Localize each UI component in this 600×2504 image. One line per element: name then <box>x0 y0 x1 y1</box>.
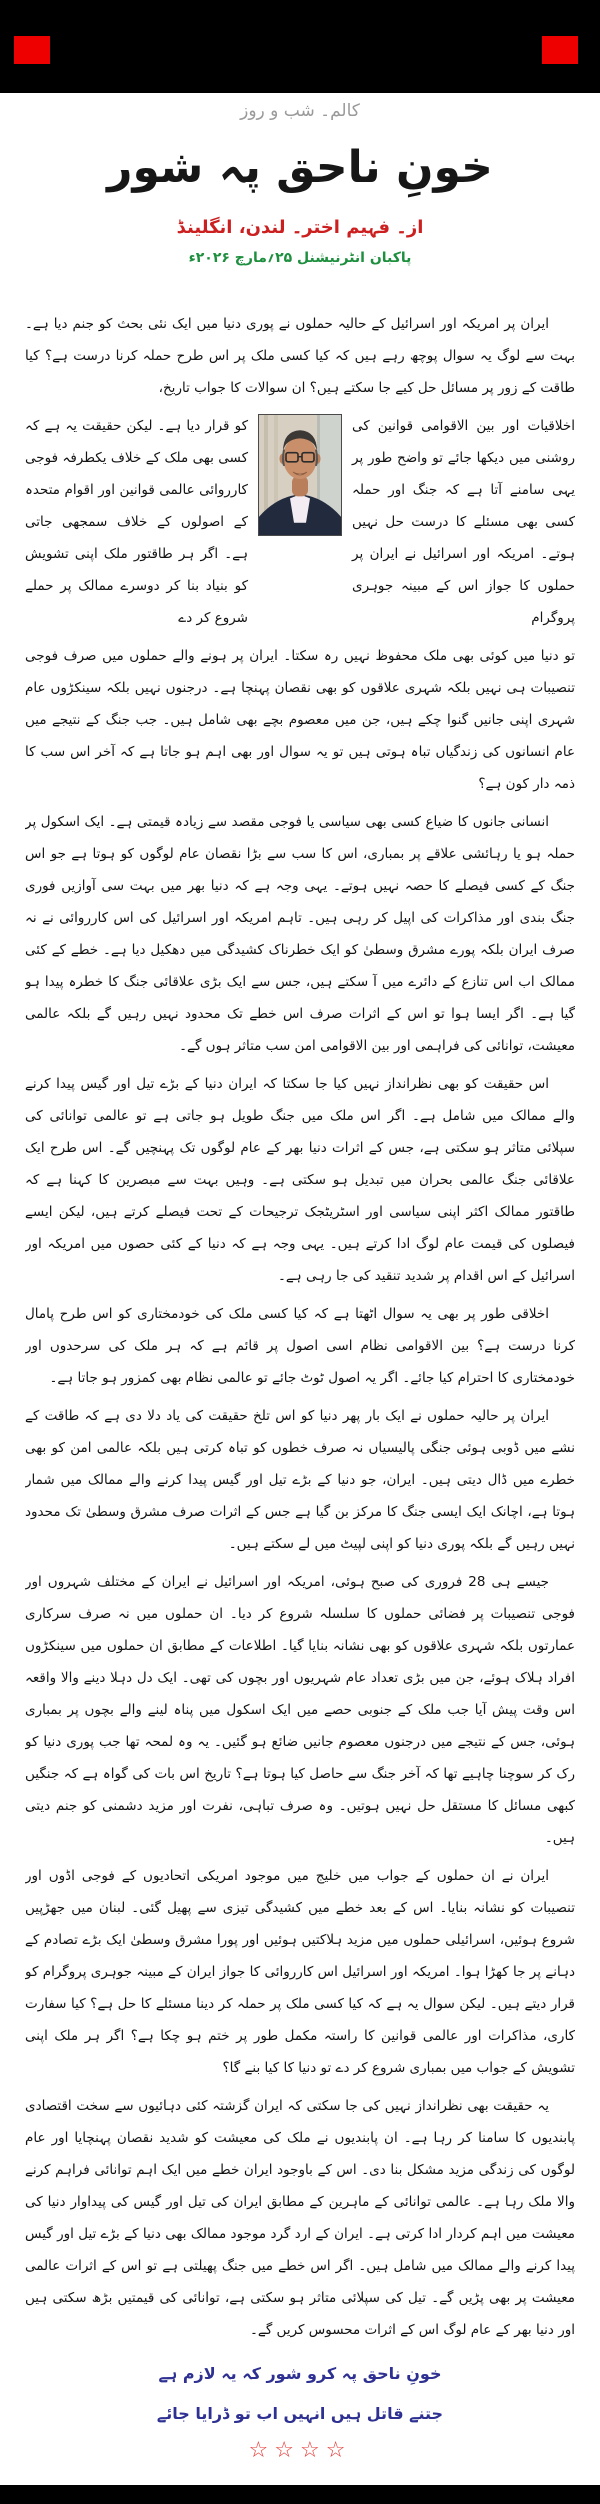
photo-wrap-band <box>25 410 575 634</box>
article-paragraph: تو دنیا میں کوئی بھی ملک محفوظ نہیں رہ سکتا۔ ایران پر ہونے والے حملوں میں صرف فوجی تنصیبات ہی نہیں بلکہ شہری علاقوں کو بھی نقصان پہنچا ہے۔ درجنوں نہیں بلکہ سینکڑوں عام شہری اپنی جانیں گنوا چکے ہیں، جن میں معصوم بچے بھی شامل ہیں۔ جب جنگ کے نتیجے میں عام انسانوں کی زندگیاں تباہ ہوتی ہیں تو یہ سوال اور بھی اہم ہو جاتا ہے کہ آخر اس سب کا ذمہ دار کون ہے؟ <box>25 648 575 792</box>
author-photo <box>258 414 342 536</box>
article-paragraph: اس حقیقت کو بھی نظرانداز نہیں کیا جا سکتا کہ ایران دنیا کے بڑے تیل اور گیس پیدا کرنے والے ممالک میں شامل ہے۔ اگر اس ملک میں جنگ طویل ہو جاتی ہے تو عالمی توانائی کی سپلائی متاثر ہو سکتی ہے، جس کے اثرات دنیا بھر کے عام لوگوں تک پہنچیں گے۔ اس طرح ایک علاقائی جنگ عالمی بحران میں تبدیل ہو سکتی ہے۔ وہیں بہت سے مبصرین کا کہنا ہے کہ طاقتور ممالک اکثر اپنی سیاسی اور اسٹریٹجک ترجیحات کے تحت فیصلے کرتے ہیں، لیکن ایسے فیصلوں کی قیمت عام لوگ ادا کرتے ہیں۔ یہی وجہ ہے کہ دنیا کے کئی حصوں میں امریکہ اور اسرائیل کے اس اقدام پر شدید تنقید کی جا رہی ہے۔ <box>25 1076 575 1284</box>
publication-dateline: پاکبان انٹرنیشنل ۲۵؍مارچ ۲۰۲۶ء <box>188 250 412 266</box>
article-paragraph: ایران نے ان حملوں کے جواب میں خلیج میں موجود امریکی اتحادیوں کے فوجی اڈوں اور تنصیبات کو نشانہ بنایا۔ اس کے بعد خطے میں کشیدگی تیزی سے پھیل گئی۔ لبنان میں جھڑپیں شروع ہوئیں، اسرائیلی حملوں میں مزید ہلاکتیں ہوئیں اور پورا مشرق وسطیٰ ایک بڑے تصادم کے دہانے پر جا کھڑا ہوا۔ امریکہ اور اسرائیل اس کارروائی کا جواز ایران کے مبینہ جوہری پروگرام کو قرار دیتے ہیں۔ لیکن سوال یہ ہے کہ کیا کسی ملک پر حملہ کر دینا مسئلے کا حل ہے؟ کیا سفارت کاری، مذاکرات اور عالمی قوانین کا راستہ مکمل طور پر ختم ہو چکا ہے؟ اگر ہر ملک اپنی تشویش کے جواب میں بمباری شروع کر دے تو دنیا کا کیا بنے گا؟ <box>25 1868 575 2076</box>
footer-bottom-bar <box>0 2485 600 2504</box>
article-headline: خونِ ناحق پہ شور <box>107 142 493 193</box>
author-portrait-illustration <box>259 415 341 535</box>
couplet-line-1: خونِ ناحق پہ کرو شور کہ یہ لازم ہے <box>158 2364 442 2383</box>
column-kicker: کالم۔ شب و روز <box>240 101 360 121</box>
article-paragraph: انسانی جانوں کا ضیاع کسی بھی سیاسی یا فوجی مقصد سے زیادہ قیمتی ہے۔ ایک اسکول پر حملہ ہو یا رہائشی علاقے پر بمباری، اس کا سب سے بڑا نقصان عام لوگوں کو ہوتا ہے جو اس جنگ کے کسی فیصلے کا حصہ نہیں ہوتے۔ یہی وجہ ہے کہ دنیا بھر میں بہت سی آوازیں فوری جنگ بندی اور مذاکرات کی اپیل کر رہی ہیں۔ تاہم امریکہ اور اسرائیل کی اس کارروائی نے نہ صرف ایران بلکہ پورے مشرق وسطیٰ کو ایک خطرناک کشیدگی میں دھکیل دیا ہے۔ خطے کے کئی ممالک اب اس تنازع کے دائرے میں آ سکتے ہیں، جس سے ایک بڑی علاقائی جنگ کا خطرہ پیدا ہو گیا ہے۔ اگر ایسا ہوا تو اس کے اثرات صرف اس خطے تک محدود نہیں رہیں گے بلکہ عالمی معیشت، توانائی کی فراہمی اور بین الاقوامی امن سب متاثر ہوں گے۔ <box>25 814 575 1054</box>
couplet-line-2: جتنے قاتل ہیں انہیں اب تو ڈرایا جائے <box>156 2404 444 2423</box>
article-paragraph: جیسے ہی 28 فروری کی صبح ہوئی، امریکہ اور اسرائیل نے ایران کے مختلف شہروں اور فوجی تنصیبات پر فضائی حملوں کا سلسلہ شروع کر دیا۔ ان حملوں میں نہ صرف سرکاری عمارتوں بلکہ شہری علاقوں کو بھی نشانہ بنایا گیا۔ اطلاعات کے مطابق ان حملوں میں سینکڑوں افراد ہلاک ہوئے، جن میں بڑی تعداد عام شہریوں اور بچوں کی تھی۔ ایک دل دہلا دینے والا واقعہ اس وقت پیش آیا جب ملک کے جنوبی حصے میں ایک اسکول میں پناہ لینے والے بچوں پر بمباری ہوئی، جس کے نتیجے میں درجنوں معصوم جانیں ضائع ہو گئیں۔ یہ وہ لمحہ تھا جب پوری دنیا کو رک کر سوچنا چاہیے تھا کہ آخر جنگ سے حاصل کیا ہوتا ہے؟ تاریخ اس بات کی گواہ ہے کہ جنگیں کبھی مسائل کا مستقل حل نہیں ہوتیں۔ وہ صرف تباہی، نفرت اور مزید دشمنی کو جنم دیتی ہیں۔ <box>25 1574 575 1846</box>
wrap-text-right: اخلاقیات اور بین الاقوامی قوانین کی روشنی میں دیکھا جائے تو واضح طور پر یہی سامنے آتا ہے کہ جنگ اور حملہ کسی بھی مسئلے کا درست حل نہیں ہوتے۔ امریکہ اور اسرائیل نے ایران پر حملوں کا جواز اس کے مبینہ جوہری پروگرام <box>352 418 575 626</box>
article-paragraph: ایران پر امریکہ اور اسرائیل کے حالیہ حملوں نے پوری دنیا میں ایک نئی بحث کو جنم دیا ہے۔ بہت سے لوگ یہ سوال پوچھ رہے ہیں کہ کیا کسی ملک پر اس طرح حملہ کرنا درست ہے؟ کیا طاقت کے زور پر مسائل حل کیے جا سکتے ہیں؟ ان سوالات کا جواب تاریخ، <box>25 316 575 396</box>
article-paragraph: ایران پر حالیہ حملوں نے ایک بار پھر دنیا کو اس تلخ حقیقت کی یاد دلا دی ہے کہ طاقت کے نشے میں ڈوبی ہوئی جنگی پالیسیاں نہ صرف خطوں کو تباہ کرتی ہیں بلکہ عالمی امن کو بھی خطرے میں ڈال دیتی ہیں۔ ایران، جو دنیا کے بڑے تیل اور گیس پیدا کرنے والے ممالک میں شمار ہوتا ہے، اچانک ایک ایسی جنگ کا مرکز بن گیا ہے جس کے اثرات صرف مشرق وسطیٰ تک محدود نہیں رہیں گے بلکہ پوری دنیا کو اپنی لپیٹ میں لے سکتے ہیں۔ <box>25 1408 575 1552</box>
article-paragraph: اخلاقی طور پر بھی یہ سوال اٹھتا ہے کہ کیا کسی ملک کی خودمختاری کو اس طرح پامال کرنا درست ہے؟ بین الاقوامی نظام اسی اصول پر قائم ہے کہ ہر ملک کی سرحدوں اور خودمختاری کا احترام کیا جائے۔ اگر یہ اصول ٹوٹ جائے تو عالمی نظام بھی کمزور ہو جاتا ہے۔ <box>25 1306 575 1386</box>
article-body <box>25 308 575 2350</box>
masthead-red-square-right <box>542 36 578 64</box>
author-byline: از۔ فہیم اختر۔ لندن، انگلینڈ <box>176 217 424 238</box>
closing-couplet <box>0 2354 600 2434</box>
article-paragraph: یہ حقیقت بھی نظرانداز نہیں کی جا سکتی کہ ایران گزشتہ کئی دہائیوں سے سخت اقتصادی پابندیوں کا سامنا کر رہا ہے۔ ان پابندیوں نے ملک کی معیشت کو شدید نقصان پہنچایا اور عام لوگوں کی زندگی مزید مشکل بنا دی۔ اس کے باوجود ایران خطے میں ایک اہم توانائی فراہم کرنے والا ملک رہا ہے۔ عالمی توانائی کے ماہرین کے مطابق ایران کی تیل اور گیس کی پیداوار دنیا کی معیشت میں اہم کردار ادا کرتی ہے۔ ایران کے ارد گرد موجود ممالک بھی دنیا کے بڑے تیل اور گیس پیدا کرنے والے ممالک میں شامل ہیں۔ اگر اس خطے میں جنگ پھیلتی ہے تو اس کے اثرات عالمی معیشت پر بھی پڑیں گے۔ تیل کی سپلائی متاثر ہو سکتی ہے، توانائی کی قیمتیں بڑھ سکتی ہیں اور دنیا بھر کے عام لوگ اس کے اثرات محسوس کریں گے۔ <box>25 2098 575 2338</box>
masthead-top-bar <box>0 0 600 93</box>
wrap-text-left: کو قرار دیا ہے۔ لیکن حقیقت یہ ہے کہ کسی بھی ملک کے خلاف یکطرفہ فوجی کارروائی عالمی قوانین اور اقوام متحدہ کے اصولوں کے خلاف سمجھی جاتی ہے۔ اگر ہر طاقتور ملک اپنی تشویش کو بنیاد بنا کر دوسرے ممالک پر حملے شروع کر دے <box>25 418 248 626</box>
article-header <box>0 100 600 266</box>
masthead-red-square-left <box>14 36 50 64</box>
star-divider: ☆☆☆☆ <box>248 2438 352 2463</box>
